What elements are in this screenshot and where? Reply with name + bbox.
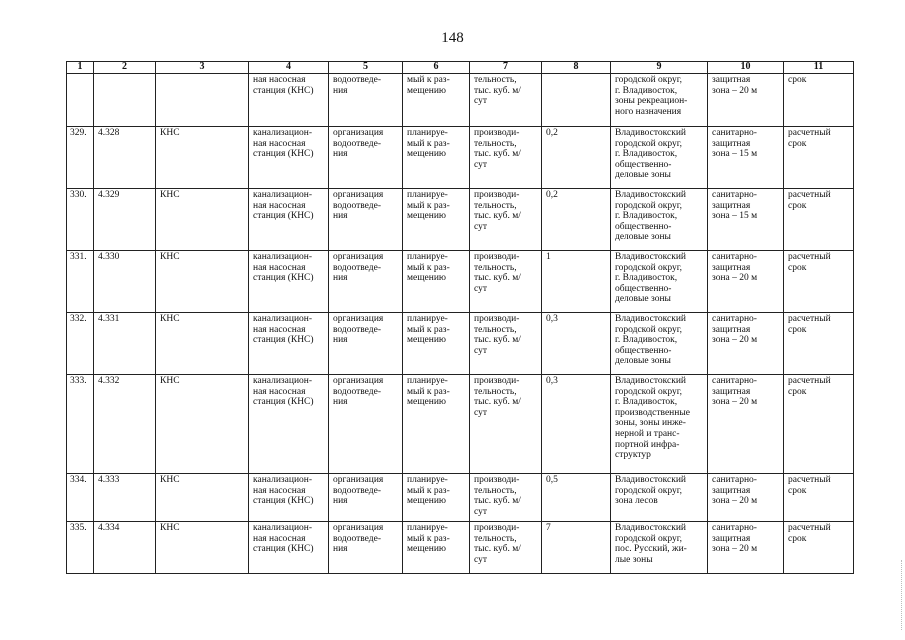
table-cell: КНС <box>156 127 249 189</box>
table-cell: 333. <box>67 375 94 474</box>
header-cell: 5 <box>329 62 403 74</box>
table-row <box>67 127 854 189</box>
table-cell: Владивостокский городской округ, г. Владивосток, производственные зоны, зоны инже- нерной и транс- портной инфра- структур <box>611 375 708 474</box>
table-cell: канализацион- ная насосная станция (КНС) <box>249 251 329 313</box>
table-cell <box>94 74 156 127</box>
table-cell: планируе- мый к раз- мещению <box>403 375 470 474</box>
header-cell: 6 <box>403 62 470 74</box>
table-cell: планируе- мый к раз- мещению <box>403 313 470 375</box>
table-cell: санитарно- защитная зона – 20 м <box>708 522 784 574</box>
table-cell: канализацион- ная насосная станция (КНС) <box>249 313 329 375</box>
table-cell: организация водоотведе- ния <box>329 127 403 189</box>
table-cell: расчетный срок <box>784 313 854 375</box>
header-cell: 3 <box>156 62 249 74</box>
table-cell: 0,3 <box>542 313 611 375</box>
table-row <box>67 189 854 251</box>
table-cell: Владивостокский городской округ, пос. Русский, жи- лые зоны <box>611 522 708 574</box>
table-cell: тельность, тыс. куб. м/ сут <box>470 74 542 127</box>
table-cell: канализацион- ная насосная станция (КНС) <box>249 474 329 522</box>
table-cell: ная насосная станция (КНС) <box>249 74 329 127</box>
header-cell: 4 <box>249 62 329 74</box>
table-cell: расчетный срок <box>784 474 854 522</box>
table-row <box>67 375 854 474</box>
table-cell: защитная зона – 20 м <box>708 74 784 127</box>
table-cell: производи- тельность, тыс. куб. м/ сут <box>470 522 542 574</box>
table-cell: канализацион- ная насосная станция (КНС) <box>249 127 329 189</box>
table-cell: 4.331 <box>94 313 156 375</box>
table-cell: 334. <box>67 474 94 522</box>
table-cell: организация водоотведе- ния <box>329 313 403 375</box>
table-cell: производи- тельность, тыс. куб. м/ сут <box>470 189 542 251</box>
table-cell: 331. <box>67 251 94 313</box>
table-cell: производи- тельность, тыс. куб. м/ сут <box>470 313 542 375</box>
table-cell: мый к раз- мещению <box>403 74 470 127</box>
table-cell: организация водоотведе- ния <box>329 375 403 474</box>
table-cell: 4.328 <box>94 127 156 189</box>
table-cell: организация водоотведе- ния <box>329 189 403 251</box>
scan-edge-marks <box>899 560 902 630</box>
header-row <box>67 62 854 74</box>
table-cell: КНС <box>156 189 249 251</box>
table-cell: Владивостокский городской округ, г. Владивосток, общественно- деловые зоны <box>611 189 708 251</box>
table-cell: канализацион- ная насосная станция (КНС) <box>249 189 329 251</box>
table-cell: 330. <box>67 189 94 251</box>
table-cell: организация водоотведе- ния <box>329 251 403 313</box>
table-cell: производи- тельность, тыс. куб. м/ сут <box>470 474 542 522</box>
table-cell: расчетный срок <box>784 375 854 474</box>
table-cell: планируе- мый к раз- мещению <box>403 127 470 189</box>
table-cell: расчетный срок <box>784 127 854 189</box>
table-cell: санитарно- защитная зона – 15 м <box>708 189 784 251</box>
table-cell: канализацион- ная насосная станция (КНС) <box>249 522 329 574</box>
table-cell: производи- тельность, тыс. куб. м/ сут <box>470 375 542 474</box>
table-cell: планируе- мый к раз- мещению <box>403 474 470 522</box>
table-cell: Владивостокский городской округ, г. Владивосток, общественно- деловые зоны <box>611 313 708 375</box>
table-cell: санитарно- защитная зона – 20 м <box>708 313 784 375</box>
page-number: 148 <box>441 30 464 46</box>
table-cell: КНС <box>156 313 249 375</box>
header-cell: 2 <box>94 62 156 74</box>
table-cell: водоотведе- ния <box>329 74 403 127</box>
table-cell: 4.330 <box>94 251 156 313</box>
header-cell: 7 <box>470 62 542 74</box>
table-cell: 7 <box>542 522 611 574</box>
table-cell: организация водоотведе- ния <box>329 522 403 574</box>
table-cell: производи- тельность, тыс. куб. м/ сут <box>470 127 542 189</box>
table-cell: 0,2 <box>542 127 611 189</box>
header-cell: 9 <box>611 62 708 74</box>
header-cell: 10 <box>708 62 784 74</box>
table-cell: срок <box>784 74 854 127</box>
table-cell: канализацион- ная насосная станция (КНС) <box>249 375 329 474</box>
table-cell: 0,5 <box>542 474 611 522</box>
table-cell <box>156 74 249 127</box>
table-cell: санитарно- защитная зона – 20 м <box>708 251 784 313</box>
table-cell: КНС <box>156 474 249 522</box>
table-cell: Владивостокский городской округ, г. Владивосток, общественно- деловые зоны <box>611 251 708 313</box>
table-cell: 4.332 <box>94 375 156 474</box>
table-cell: городской округ, г. Владивосток, зоны рекреацион- ного назначения <box>611 74 708 127</box>
table-cell: 4.329 <box>94 189 156 251</box>
table-row <box>67 522 854 574</box>
table-cell: 0,2 <box>542 189 611 251</box>
table-cell: Владивостокский городской округ, г. Владивосток, общественно- деловые зоны <box>611 127 708 189</box>
header-cell: 1 <box>67 62 94 74</box>
header-cell: 8 <box>542 62 611 74</box>
table-cell: 0,3 <box>542 375 611 474</box>
table-cell: 329. <box>67 127 94 189</box>
table-row <box>67 474 854 522</box>
table-cell <box>67 74 94 127</box>
table-row <box>67 251 854 313</box>
table-cell: планируе- мый к раз- мещению <box>403 189 470 251</box>
table-cell: 332. <box>67 313 94 375</box>
table-cell: санитарно- защитная зона – 20 м <box>708 474 784 522</box>
table-cell: организация водоотведе- ния <box>329 474 403 522</box>
table-cell: расчетный срок <box>784 189 854 251</box>
table-cell: Владивостокский городской округ, зона лесов <box>611 474 708 522</box>
table-cell: КНС <box>156 251 249 313</box>
table-cell: расчетный срок <box>784 251 854 313</box>
table-cell: КНС <box>156 375 249 474</box>
table-cell: планируе- мый к раз- мещению <box>403 251 470 313</box>
table-cell: санитарно- защитная зона – 15 м <box>708 127 784 189</box>
planning-table <box>66 61 854 574</box>
table-row <box>67 74 854 127</box>
table-row <box>67 313 854 375</box>
table-cell: 335. <box>67 522 94 574</box>
table-cell: санитарно- защитная зона – 20 м <box>708 375 784 474</box>
table-cell: 4.333 <box>94 474 156 522</box>
table-cell: производи- тельность, тыс. куб. м/ сут <box>470 251 542 313</box>
table-cell: планируе- мый к раз- мещению <box>403 522 470 574</box>
table-cell <box>542 74 611 127</box>
header-cell: 11 <box>784 62 854 74</box>
table-cell: расчетный срок <box>784 522 854 574</box>
table-cell: 4.334 <box>94 522 156 574</box>
table-cell: КНС <box>156 522 249 574</box>
table-cell: 1 <box>542 251 611 313</box>
